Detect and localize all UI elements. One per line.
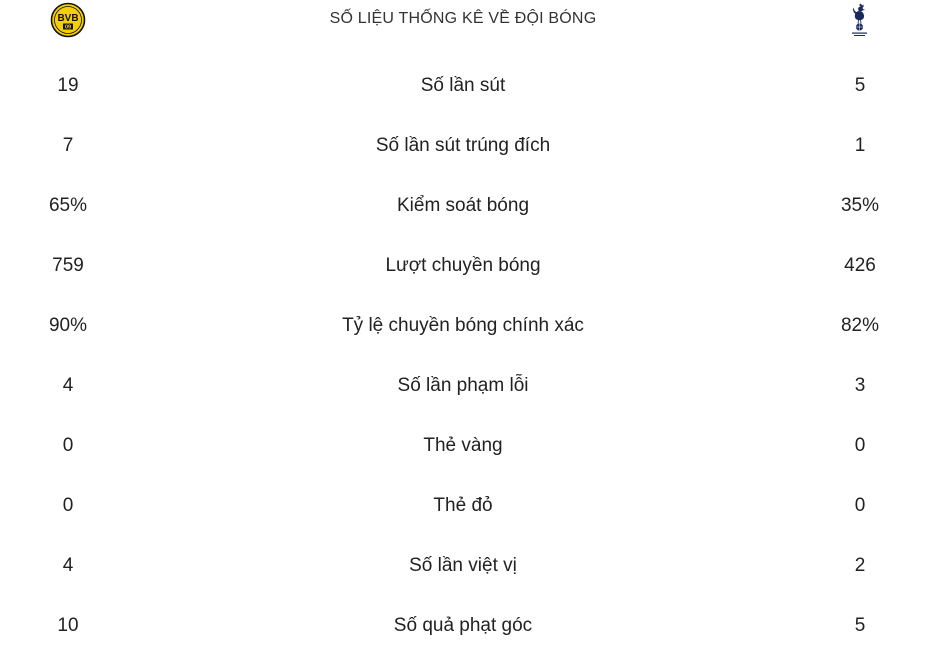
- away-value: 5: [854, 75, 866, 96]
- stat-label: Số quả phạt góc: [393, 615, 533, 636]
- stat-row: [0, 176, 926, 236]
- stat-label: Số lần việt vị: [409, 555, 517, 576]
- stat-label: Lượt chuyền bóng: [385, 255, 541, 276]
- home-value: 759: [52, 255, 84, 276]
- away-value: 2: [854, 555, 866, 576]
- stats-header: [0, 0, 926, 40]
- away-value: 3: [854, 375, 866, 396]
- stat-row: [0, 536, 926, 596]
- home-value: 0: [62, 495, 74, 516]
- stat-row: [0, 476, 926, 536]
- stat-label: Số lần sút: [420, 75, 506, 96]
- stat-label: Tỷ lệ chuyền bóng chính xác: [342, 315, 584, 336]
- bvb-logo-text: BVB: [57, 13, 79, 24]
- stats-table: [0, 56, 926, 656]
- stat-row: [0, 116, 926, 176]
- away-value: 1: [854, 135, 866, 156]
- home-value: 7: [62, 135, 74, 156]
- stat-label: Kiểm soát bóng: [396, 195, 530, 216]
- home-value: 4: [62, 555, 74, 576]
- away-value: 0: [854, 495, 866, 516]
- stat-row: [0, 356, 926, 416]
- stat-label: Thẻ đỏ: [433, 495, 493, 516]
- home-value: 19: [57, 75, 79, 96]
- away-value: 82%: [840, 315, 880, 336]
- stat-label: Số lần phạm lỗi: [397, 375, 529, 396]
- stat-label: Thẻ vàng: [423, 435, 503, 456]
- home-value: 65%: [48, 195, 88, 216]
- away-value: 5: [854, 615, 866, 636]
- away-value: 0: [854, 435, 866, 456]
- away-value: 426: [844, 255, 876, 276]
- stat-row: [0, 416, 926, 476]
- bvb-logo-number: 09: [64, 24, 72, 31]
- home-value: 4: [62, 375, 74, 396]
- stat-row: [0, 596, 926, 656]
- stat-row: [0, 56, 926, 116]
- away-team-logo: [842, 2, 878, 38]
- home-value: 90%: [48, 315, 88, 336]
- stat-row: [0, 296, 926, 356]
- stat-label: Số lần sút trúng đích: [375, 135, 551, 156]
- home-value: 10: [57, 615, 79, 636]
- away-value: 35%: [840, 195, 880, 216]
- cockerel-crest-icon: [842, 2, 878, 38]
- page-title: SỐ LIỆU THỐNG KÊ VỀ ĐỘI BÓNG: [329, 10, 597, 27]
- stat-row: [0, 236, 926, 296]
- home-value: 0: [62, 435, 74, 456]
